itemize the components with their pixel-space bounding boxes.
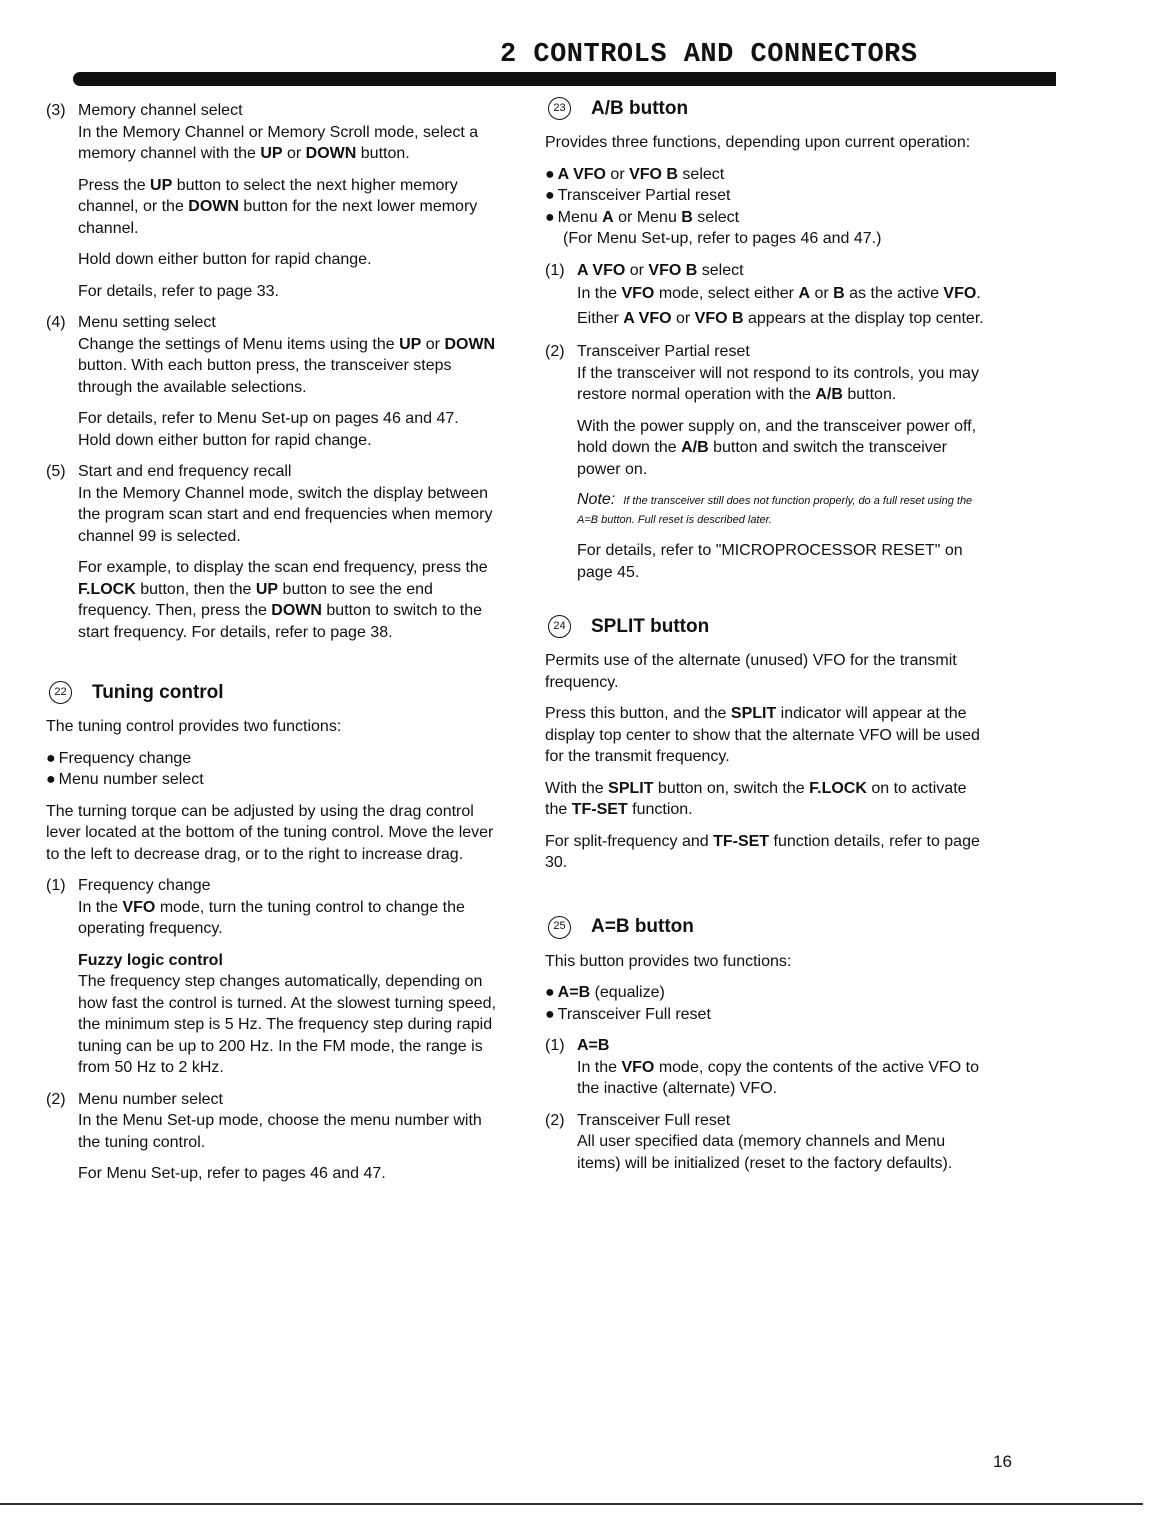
section-heading: 22 Tuning control [46,681,496,704]
note: Note: If the transceiver still does not function properly, do a full reset using the A=B button. Full reset is described later. [577,491,973,526]
circled-number: 24 [548,615,571,638]
item-title: A VFO or VFO B select [577,261,744,279]
page-number: 16 [993,1452,1012,1471]
header-rule [73,72,1056,86]
subheading: Fuzzy logic control [78,951,223,969]
item-title: Menu number select [78,1090,223,1108]
section-heading: 25 A=B button [545,916,990,939]
list-item: (2) Transceiver Full reset All user specified data (memory channels and Menu items) will be initialized (reset to the factory defaults). [545,1110,990,1175]
list-item: (4) Menu setting select Change the settings of Menu items using the UP or DOWN button. With each button press, the transceiver steps through the available selections. For details, refer to Menu Set-up on pages 46 and 47. Hold down either button for rapid change. [46,314,496,449]
list-item: (1) Frequency change In the VFO mode, turn the tuning control to change the operating frequency. Fuzzy logic control The frequency step changes automatically, depending on how fast the control is turned. At the slowest turning speed, the minimum step is 5 Hz. The frequency step during rapid tuning can be up to 200 Hz. In the FM mode, the range is from 50 Hz to 2 kHz. [46,877,497,1076]
item-title: Menu setting select [78,314,216,331]
list-item: (1) A VFO or VFO B select In the VFO mode, select either A or B as the active VFO. Either A VFO or VFO B appears at the display top center. [545,260,990,332]
list-item: (3) Memory channel select In the Memory Channel or Memory Scroll mode, select a memory channel with the UP or DOWN button. Press the UP button to select the next higher memory channel, or the DOWN button for the next lower memory channel. Hold down either button for rapid change. For details, refer to page 33. [46,100,496,302]
item-title: Transceiver Full reset [577,1111,731,1129]
page-title: 2 CONTROLS AND CONNECTORS [500,40,918,70]
list-item: (2) Transceiver Partial reset If the transceiver will not respond to its controls, you may restore normal operation with the A/B button. With the power supply on, and the transceiver power off, hold down the A/B button and switch the transceiver power on. Note: If the transceiver still does not function properly, do a full reset using the A=B button. Full reset is described later. For details, refer to "MICROPROCESSOR RESET" on page 45. [545,341,990,583]
item-title: A=B [577,1037,610,1054]
circled-number: 25 [548,916,571,939]
item-title: Frequency change [78,877,211,894]
list-item: (5) Start and end frequency recall In the Memory Channel mode, switch the display between the program scan start and end frequencies when memory channel 99 is selected. For example, to display the scan end frequency, press the F.LOCK button, then the UP button to see the end frequency. Then, press the DOWN button to switch to the start frequency. For details, refer to page 38. [46,461,496,643]
right-column: 23 A/B button Provides three functions, depending upon current operation: ● A VFO or VFO B select ● Transceiver Partial reset ● Menu A or Menu B select (For Menu Set-up, refer to pages 46 and 47.) (1) A VFO or VFO B select In the VFO mode, select either A or B as the active VFO. Either A VFO or VFO B appears at the display top center. (2) Transceiver Partial reset If the transceiver will not respond to its controls, you may restore normal operation with the A/B button. With the power supply on, and the transceiver power off, hold down the A/B button and switch the transceiver power on. Note: If the transceiver still does not function properly, do a full reset using the A=B button. Full reset is described later. For details, refer to "MICROPROCESSOR RESET" on page 45. 24 SPLIT button Permits use of the alternate (unused) VFO for the transmit frequency. Press this button, and the SPLIT indicator will appear at the display top center to show that the alternate VFO will be used for the transmit frequency. With the SPLIT button on, switch the F.LOCK on to activate the TF-SET function. For split-frequency and TF-SET function details, refer to page 30. 25 A=B button This button provides two functions: ● A=B (equalize) ● Transceiver Full reset (1) A=B In the VFO mode, copy the contents of the active VFO to the inactive (alternate) VFO. (2) Transceiver Full reset All user specified data (memory channels and Menu items) will be initialized (reset to the factory defaults). [545,97,990,1184]
list-item: (1) A=B In the VFO mode, copy the contents of the active VFO to the inactive (alternate) VFO. [545,1035,990,1100]
footer-rule [0,1503,1143,1505]
item-title: Start and end frequency recall [78,463,292,480]
item-title: Transceiver Partial reset [577,343,750,360]
circled-number: 23 [548,97,571,120]
section-heading: 23 A/B button [545,97,990,120]
section-heading: 24 SPLIT button [545,615,990,638]
item-title: Memory channel select [78,102,243,119]
circled-number: 22 [49,681,72,704]
left-column: (3) Memory channel select In the Memory Channel or Memory Scroll mode, select a memory channel with the UP or DOWN button. Press the UP button to select the next higher memory channel, or the DOWN button for the next lower memory channel. Hold down either button for rapid change. For details, refer to page 33. (4) Menu setting select Change the settings of Menu items using the UP or DOWN button. With each button press, the transceiver steps through the available selections. For details, refer to Menu Set-up on pages 46 and 47. Hold down either button for rapid change. (5) Start and end frequency recall In the Memory Channel mode, switch the display between the program scan start and end frequencies when memory channel 99 is selected. For example, to display the scan end frequency, press the F.LOCK button, then the UP button to see the end frequency. Then, press the DOWN button to switch to the start frequency. For details, refer to page 38. 22 Tuning control The tuning control provides two functions: ● Frequency change ● Menu number select The turning torque can be adjusted by using the drag control lever located at the bottom of the tuning control. Move the lever to the left to decrease drag, or to the right to increase drag. (1) Frequency change In the VFO mode, turn the tuning control to change the operating frequency. Fuzzy logic control The frequency step changes automatically, depending on how fast the control is turned. At the slowest turning speed, the minimum step is 5 Hz. The frequency step during rapid tuning can be up to 200 Hz. In the FM mode, the range is from 50 Hz to 2 kHz. (2) Menu number select In the Menu Set-up mode, choose the menu number with the tuning control. For Menu Set-up, refer to pages 46 and 47. [46,100,496,1195]
list-item: (2) Menu number select In the Menu Set-up mode, choose the menu number with the tuning control. For Menu Set-up, refer to pages 46 and 47. [46,1089,496,1185]
